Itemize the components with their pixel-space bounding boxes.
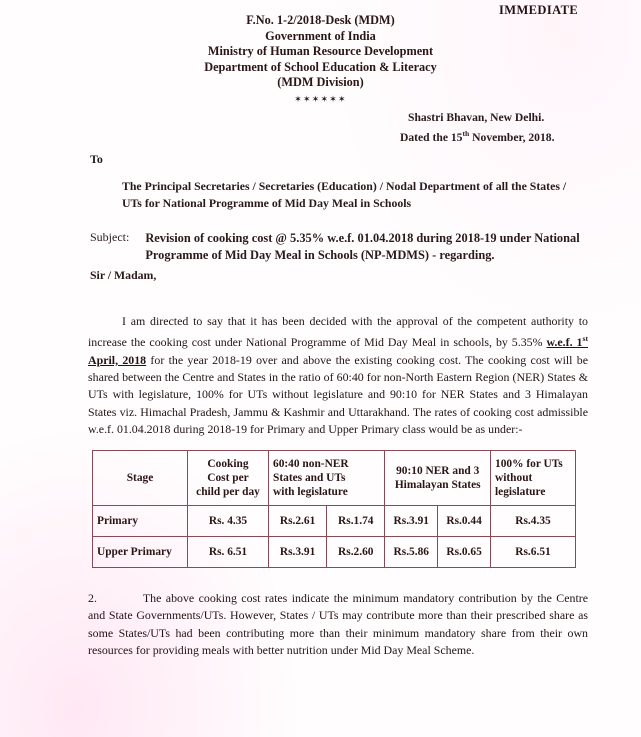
para1-emphasis-lead: w.e.f. 1 <box>546 335 583 350</box>
letterhead-department: Department of School Education & Literacy <box>204 59 437 74</box>
to-label: To <box>90 152 103 166</box>
cell-ner90: Rs.3.91 <box>385 506 438 537</box>
header-100-line-1: 100% for UTs <box>495 458 563 470</box>
cell-stage: Primary <box>93 506 188 537</box>
header-6040-non-ner <box>269 451 385 506</box>
salutation: Sir / Madam, <box>90 268 157 282</box>
cell-cost-per-child: Rs. 4.35 <box>188 506 269 537</box>
header-cost-line-1: Cooking <box>207 458 249 470</box>
cell-uts100: Rs.6.51 <box>491 537 576 568</box>
cell-cost-per-child: Rs. 6.51 <box>188 537 269 568</box>
date-ordinal-suffix: th <box>462 129 470 138</box>
header-stage: Stage <box>93 451 188 506</box>
header-100-uts <box>491 451 576 506</box>
table-row <box>93 506 576 537</box>
header-cost-line-3: child per day <box>196 486 260 498</box>
subject-block <box>90 230 590 264</box>
table-header-row <box>93 451 576 506</box>
cell-ner90: Rs.5.86 <box>385 537 438 568</box>
subject-text: Revision of cooking cost @ 5.35% w.e.f. 01.04.2018 during 2018-19 under National Programme of Mid Day Meal in Schools (NP-MDMS) - regarding. <box>145 231 580 262</box>
para1-part-b: for the year 2018-19 over and above the existing cooking cost. The cooking cost will be shared between the Centre and States in the ratio of 60:40 for non-North Eastern Region (NER) States & UTs with legislature, 100% for UTs without legislature and 90:10 for NER States and 3 Himalayan States viz. Himachal Pradesh, Jammu & Kashmir and Uttarakhand. The rates of cooking cost admissible w.e.f. 01.04.2018 during 2018-19 for Primary and Upper Primary class would be as under:- <box>88 352 588 437</box>
date-line <box>400 126 554 146</box>
header-100-line-3: legislature <box>495 486 546 498</box>
letterhead-government: Government of India <box>265 28 376 43</box>
letterhead-ministry: Ministry of Human Resource Development <box>207 44 434 59</box>
para2-number: 2. <box>88 590 97 605</box>
body-paragraph-1 <box>88 313 588 439</box>
table-row <box>93 537 576 568</box>
place-and-date-block <box>400 110 555 146</box>
letterhead-division: (MDM Division) <box>277 75 364 90</box>
letterhead-file-number: F.No. 1-2/2018-Desk (MDM) <box>246 13 395 27</box>
cell-ner60: Rs.2.61 <box>269 506 327 537</box>
para1-part-a: I am directed to say that it has been decided with the approval of the competent authority to increase the cooking cost under National Programme of Mid Day Meal in schools, by 5.35% <box>88 313 588 350</box>
date-prefix: Dated the 15 <box>400 130 463 144</box>
cell-ner60: Rs.3.91 <box>269 537 327 568</box>
header-6040-line-2: States and UTs <box>273 472 346 484</box>
para1-emphasis-ordinal: st <box>582 334 588 344</box>
cell-uts100: Rs.4.35 <box>491 506 576 537</box>
para2-text: The above cooking cost rates indicate the minimum mandatory contribution by the Centre and State Governments/UTs. However, States / UTs may contribute more than their prescribed share as some States/UTs had been contributing more than their minimum mandatory share from their own resources for providing meals with better nutrition under Mid Day Meal Scheme. <box>88 590 588 658</box>
place-line: Shastri Bhavan, New Delhi. <box>408 111 545 124</box>
header-cost-per-child <box>188 451 269 506</box>
header-9010-ner <box>385 451 491 506</box>
cell-ner40: Rs.1.74 <box>327 506 385 537</box>
letterhead-ornament: ✶✶✶✶✶✶ <box>294 93 347 104</box>
cell-ner10: Rs.0.44 <box>438 506 491 537</box>
header-100-line-2: without <box>495 472 533 484</box>
cell-ner10: Rs.0.65 <box>438 537 491 568</box>
header-9010-line-1: 90:10 NER and 3 <box>396 465 480 477</box>
subject-label: Subject: <box>90 230 130 244</box>
body-paragraph-2 <box>88 590 588 660</box>
para1-emphasis-tail: April, 2018 <box>88 352 147 367</box>
cell-ner40: Rs.2.60 <box>327 537 385 568</box>
cooking-cost-rates-table <box>92 450 576 568</box>
header-6040-line-1: 60:40 non-NER <box>273 458 349 470</box>
date-suffix: November, 2018. <box>469 130 555 144</box>
immediate-stamp: IMMEDIATE <box>499 3 579 17</box>
cell-stage: Upper Primary <box>93 537 188 568</box>
table-body <box>93 506 576 568</box>
table-header <box>93 451 576 506</box>
header-9010-line-2: Himalayan States <box>394 479 481 491</box>
addressee-block: The Principal Secretaries / Secretaries (Education) / Nodal Department of all the States / UTs for National Programme of Mid Day Meal in Schools <box>122 179 567 210</box>
header-6040-line-3: with legislature <box>273 486 348 498</box>
header-cost-line-2: Cost per <box>207 472 249 484</box>
letterhead-block <box>0 13 641 108</box>
